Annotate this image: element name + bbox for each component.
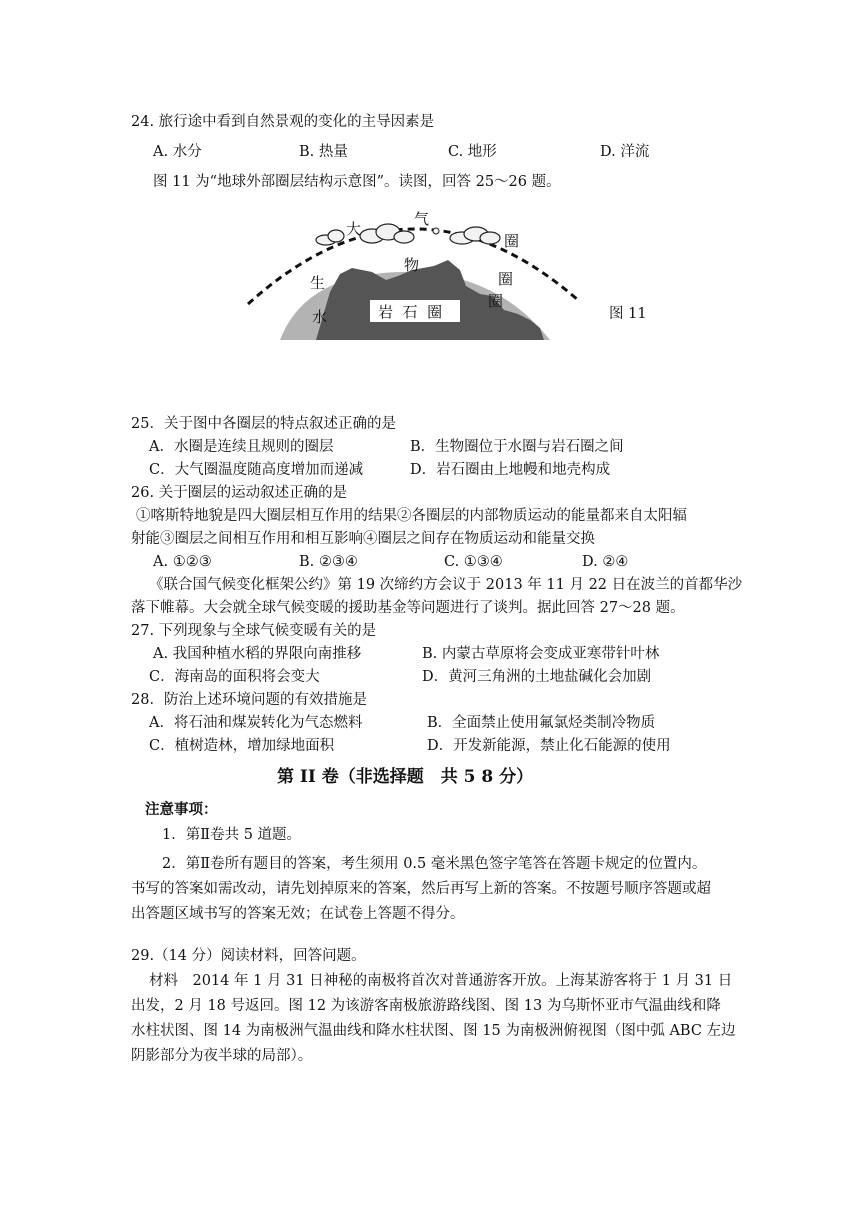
atmosphere-label: 大 (346, 220, 362, 238)
q25-option-a: A．水圈是连续且规则的圈层 (149, 439, 334, 455)
q27-option-b: B. 内蒙古草原将会变成亚寒带针叶林 (422, 646, 660, 662)
notice-item-1: 1．第Ⅱ卷共 5 道题。 (162, 827, 302, 843)
q27-option-d: D．黄河三角洲的土地盐碱化会加剧 (422, 669, 652, 685)
q24-stem: 24. 旅行途中看到自然景观的变化的主导因素是 (131, 114, 435, 130)
q24-option-a: A. 水分 (153, 144, 202, 160)
q26-body-line: 射能③圈层之间相互作用和相互影响④圈层之间存在物质运动和能量交换 (131, 531, 595, 547)
q28-option-d: D．开发新能源，禁止化石能源的使用 (427, 738, 671, 754)
cloud-icon (450, 227, 500, 244)
q29-material-line: 材料 2014 年 1 月 31 日神秘的南极将首次对普通游客开放。上海某游客将于 1 月 31 日 (149, 973, 733, 989)
q26-option-a: A. ①②③ (153, 554, 212, 570)
biosphere-label: 物 (404, 256, 420, 274)
notice-item-2-cont: 书写的答案如需改动，请先划掉原来的答案，然后再写上新的答案。不按题号顺序答题或超 (131, 881, 711, 897)
q25-option-d: D．岩石圈由上地幔和地壳构成 (410, 462, 611, 478)
q29-stem: 29.（14 分）阅读材料，回答问题。 (131, 948, 366, 964)
biosphere-label: 圈 (498, 270, 514, 288)
q28-option-a: A．将石油和煤炭转化为气态燃料 (149, 715, 363, 731)
q28-option-b: B．全面禁止使用氟氯烃类制冷物质 (427, 715, 656, 731)
notice-title: 注意事项： (145, 801, 218, 818)
q26-body-line: ①喀斯特地貌是四大圈层相互作用的结果②各圈层的内部物质运动的能量都来自太阳辐 (136, 508, 687, 524)
figure-11-caption: 图 11 (609, 306, 647, 322)
q26-option-b: B. ②③④ (299, 554, 358, 570)
lithosphere-label: 岩 石 圈 (378, 303, 443, 321)
notice-item-2: 2．第Ⅱ卷所有题目的答案，考生须用 0.5 毫米黑色签字笔答在答题卡规定的位置内。 (162, 856, 707, 872)
q29-material-line: 水柱状图、图 14 为南极洲气温曲线和降水柱状图、图 15 为南极洲俯视图（图中弧 ABC 左边 (131, 1023, 736, 1039)
atmosphere-label: 圈 (504, 232, 520, 250)
q24-option-c: C. 地形 (448, 144, 497, 160)
q27-stem: 27. 下列现象与全球气候变暖有关的是 (131, 623, 377, 639)
passage-line: 落下帷幕。大会就全球气候变暖的援助基金等问题进行了谈判。据此回答 27～28 题。 (131, 600, 685, 616)
q24-option-b: B. 热量 (299, 144, 348, 160)
q26-stem: 26. 关于圈层的运动叙述正确的是 (131, 485, 348, 501)
q28-stem: 28．防治上述环境问题的有效措施是 (131, 692, 367, 708)
atmosphere-label: 气 (414, 210, 430, 228)
q27-option-c: C．海南岛的面积将会变大 (149, 669, 320, 685)
q25-stem: 25．关于图中各圈层的特点叙述正确的是 (131, 416, 396, 432)
q29-material-line: 出发，2 月 18 号返回。图 12 为该游客南极旅游路线图、图 13 为乌斯怀亚市气温曲线和降 (131, 998, 721, 1014)
cloud-icon (433, 228, 439, 234)
hydrosphere-label: 生 (310, 274, 326, 292)
q29-material-line: 阴影部分为夜半球的局部）。 (131, 1048, 313, 1064)
q28-option-c: C．植树造林，增加绿地面积 (149, 738, 335, 754)
notice-item-2-cont: 出答题区域书写的答案无效；在试卷上答题不得分。 (131, 906, 465, 922)
q26-option-d: D. ②④ (582, 554, 629, 570)
q25-option-b: B．生物圈位于水圈与岩石圈之间 (410, 439, 624, 455)
section-2-title: 第 II 卷（非选择题 共 5 8 分） (277, 767, 534, 787)
hydrosphere-label: 水 (312, 308, 328, 326)
figure-intro: 图 11 为“地球外部圈层结构示意图”。读图，回答 25～26 题。 (153, 174, 561, 190)
q25-option-c: C．大气圈温度随高度增加而递减 (149, 462, 364, 478)
q27-option-a: A. 我国种植水稻的界限向南推移 (153, 646, 362, 662)
figure-11-earth-spheres-diagram (236, 196, 596, 346)
biosphere-label: 圈 (488, 292, 504, 310)
q24-option-d: D. 洋流 (600, 144, 650, 160)
q26-option-c: C. ①③④ (444, 554, 503, 570)
passage-line: 《联合国气候变化框架公约》第 19 次缔约方会议于 2013 年 11 月 22 日在波兰的首都华沙 (149, 577, 743, 593)
cloud-icon (360, 224, 414, 243)
